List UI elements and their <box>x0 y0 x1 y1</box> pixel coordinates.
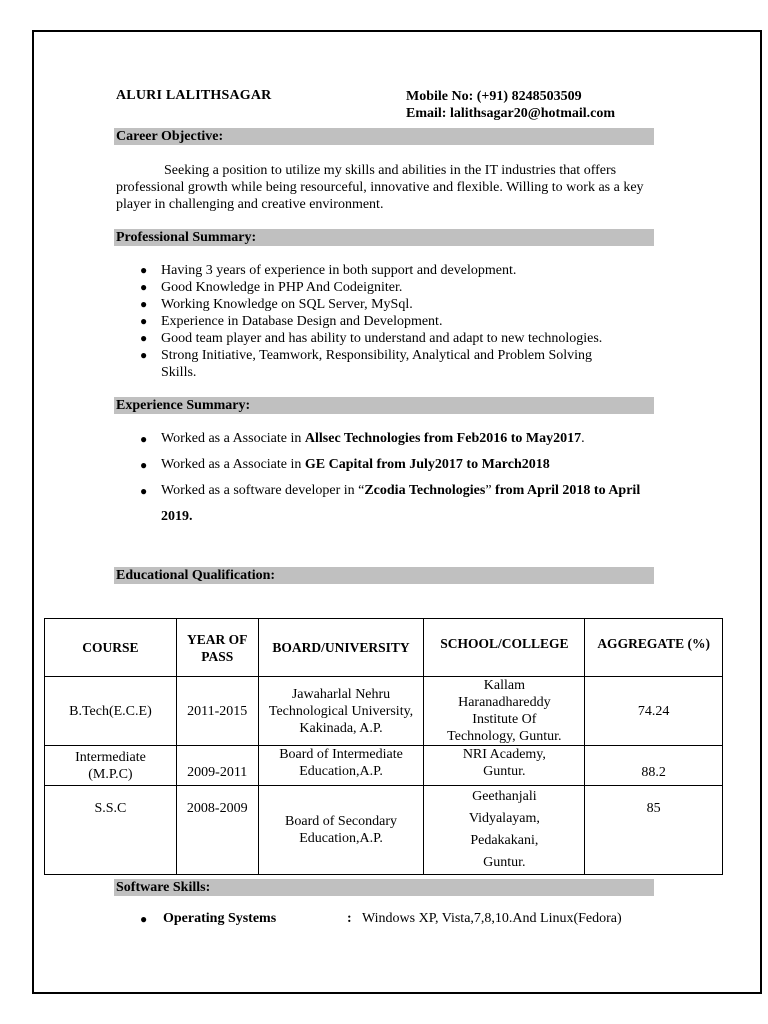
list-item: ● Experience in Database Design and Development. <box>140 314 443 329</box>
table-cell: Board of Secondary Education,A.P. <box>258 786 424 875</box>
experience-summary-list <box>114 426 674 530</box>
bullet-icon: ● <box>140 912 148 926</box>
professional-summary-list <box>114 262 674 381</box>
skill-value: Windows XP, Vista,7,8,10.And Linux(Fedora) <box>362 911 622 926</box>
skill-label: Operating Systems <box>163 911 277 926</box>
bullet-icon: ● <box>140 348 148 362</box>
bullet-icon: ● <box>140 263 148 277</box>
list-item: ● Worked as a software developer in “Zcodia Technologies” from April 2018 to April 2019. <box>114 478 661 530</box>
table-cell: 2009-2011 <box>176 746 258 786</box>
bullet-icon: ● <box>140 458 148 472</box>
list-item: ● Worked as a Associate in GE Capital from July2017 to March2018 <box>114 452 674 478</box>
column-header: BOARD/UNIVERSITY <box>258 619 424 677</box>
table-cell: Jawaharlal Nehru Technological University, Kakinada, A.P. <box>258 677 424 746</box>
table-cell: NRI Academy, Guntur. <box>424 746 585 786</box>
table-cell: Geethanjali Vidyalayam, Pedakakani, Guntur. <box>424 786 585 875</box>
table-row <box>45 786 723 875</box>
table-header-row <box>45 619 723 677</box>
bullet-icon: ● <box>140 314 148 328</box>
table-cell: S.S.C <box>45 786 177 875</box>
education-table <box>44 618 723 875</box>
table-cell: Board of Intermediate Education,A.P. <box>258 746 424 786</box>
software-skills-heading: Software Skills: <box>114 879 654 896</box>
table-cell: 88.2 <box>585 746 723 786</box>
column-header: AGGREGATE (%) <box>585 619 723 677</box>
table-row <box>45 746 723 786</box>
table-cell: 74.24 <box>585 677 723 746</box>
email-address: Email: lalithsagar20@hotmail.com <box>406 106 616 121</box>
bullet-icon: ● <box>140 280 148 294</box>
career-objective-heading: Career Objective: <box>114 128 654 145</box>
bullet-icon: ● <box>140 432 148 446</box>
candidate-name: ALURI LALITHSAGAR <box>116 88 272 103</box>
professional-summary-heading: Professional Summary: <box>114 229 654 246</box>
table-cell: 2008-2009 <box>176 786 258 875</box>
bullet-icon: ● <box>140 484 148 498</box>
list-item: ● Having 3 years of experience in both support and development. <box>140 263 517 278</box>
career-objective-text: Seeking a position to utilize my skills and abilities in the IT industries that offers professional growth while being resourceful, innovative and flexible. Willing to work as a key player in challenging and creative environment. <box>116 163 644 212</box>
table-cell: Intermediate (M.P.C) <box>45 746 177 786</box>
column-header: YEAR OF PASS <box>176 619 258 677</box>
experience-summary-heading: Experience Summary: <box>114 397 654 414</box>
mobile-number: Mobile No: (+91) 8248503509 <box>406 89 582 104</box>
skill-separator: : <box>347 911 352 926</box>
table-cell: 2011-2015 <box>176 677 258 746</box>
column-header: COURSE <box>45 619 177 677</box>
list-item: ● Worked as a Associate in Allsec Technologies from Feb2016 to May2017. <box>114 426 674 452</box>
bullet-icon: ● <box>140 331 148 345</box>
educational-qualification-heading: Educational Qualification: <box>114 567 654 584</box>
table-row <box>45 677 723 746</box>
list-item: ● Good team player and has ability to understand and adapt to new technologies. <box>140 331 603 346</box>
table-cell: 85 <box>585 786 723 875</box>
column-header: SCHOOL/COLLEGE <box>424 619 585 677</box>
list-item: ● Working Knowledge on SQL Server, MySql. <box>140 297 413 312</box>
bullet-icon: ● <box>140 297 148 311</box>
contact-block <box>406 88 615 122</box>
table-cell: B.Tech(E.C.E) <box>45 677 177 746</box>
table-cell: Kallam Haranadhareddy Institute Of Technology, Guntur. <box>424 677 585 746</box>
list-item: ● Good Knowledge in PHP And Codeigniter. <box>140 280 403 295</box>
list-item: ● Strong Initiative, Teamwork, Responsibility, Analytical and Problem Solving Skills. <box>140 348 593 380</box>
